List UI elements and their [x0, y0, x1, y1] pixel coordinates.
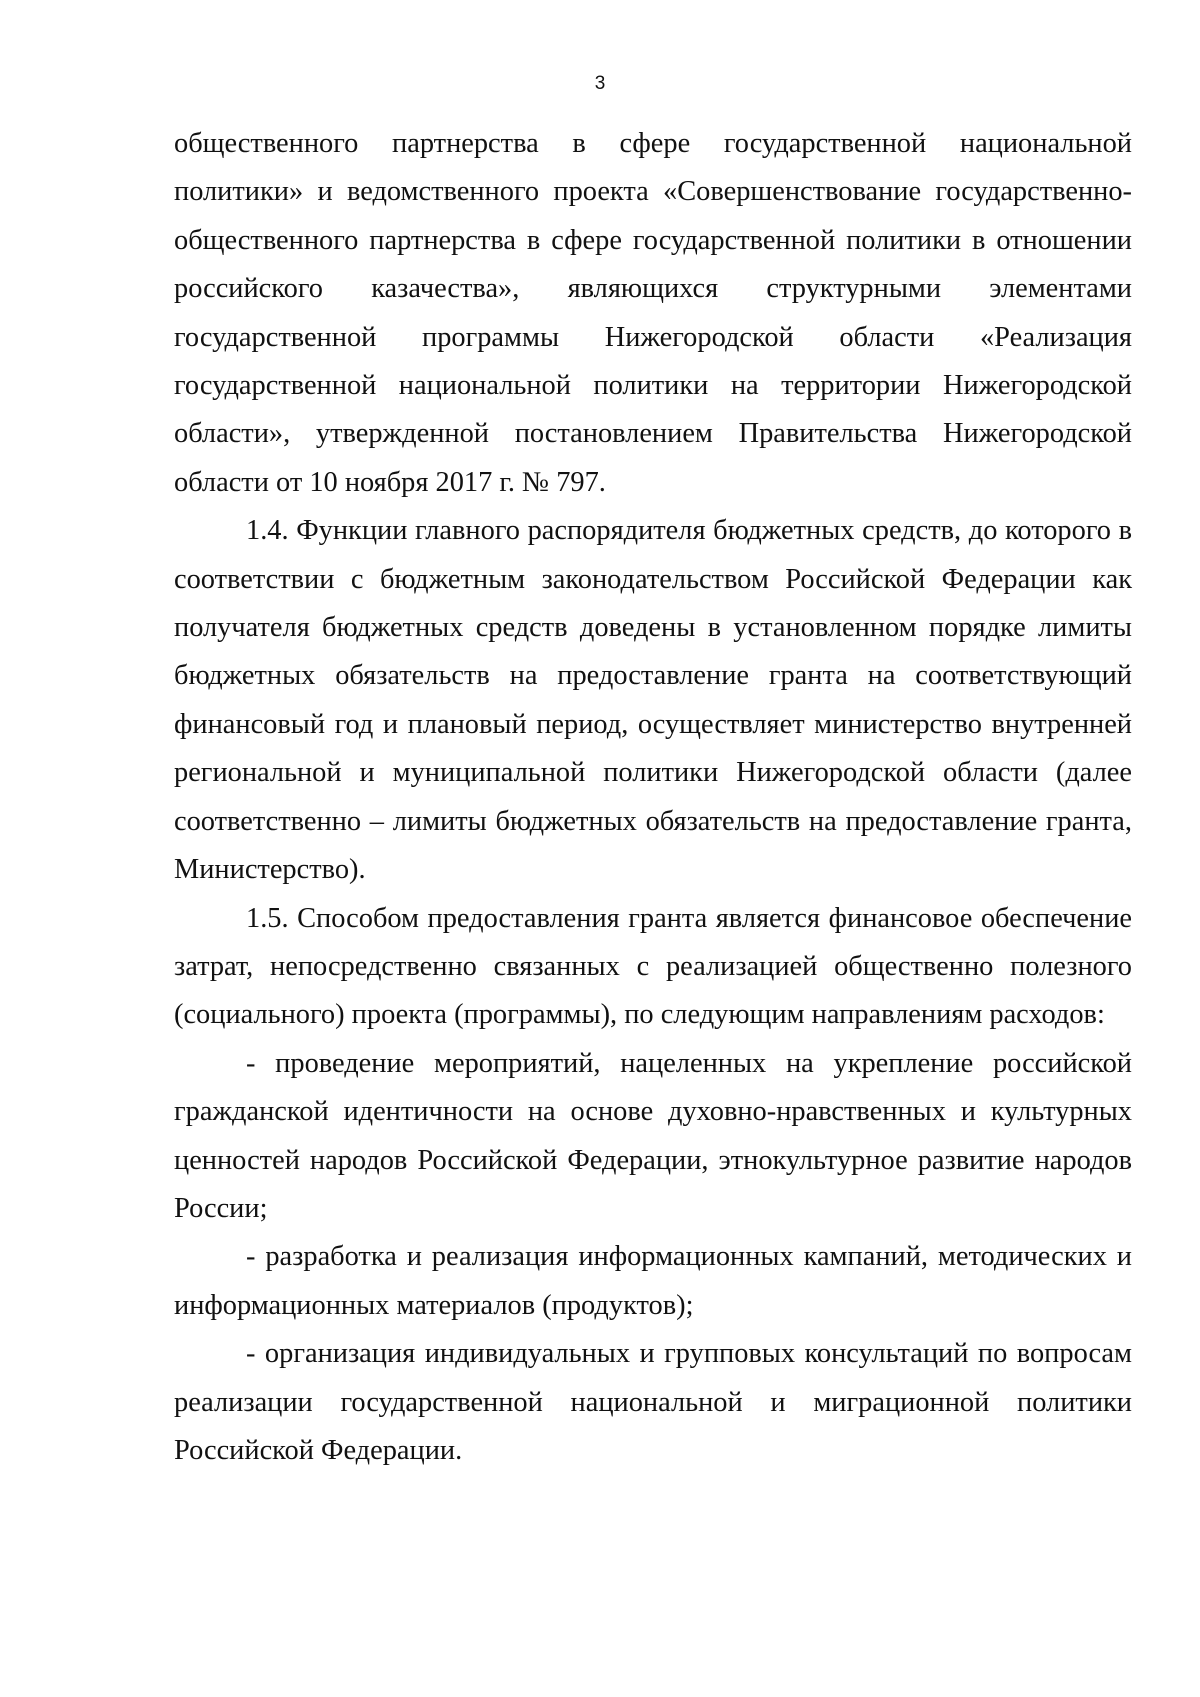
document-body [174, 120, 1132, 1475]
list-item-information-campaigns: - разработка и реализация информационных кампаний, методических и информационных материалов (продуктов); [174, 1241, 1132, 1321]
paragraph-1-5: 1.5. Способом предоставления гранта является финансовое обеспечение затрат, непосредственно связанных с реализацией общественно полезного (социального) проекта (программы), по следующим направлениям расходов: [174, 902, 1132, 1031]
paragraph-1-4: 1.4. Функции главного распорядителя бюджетных средств, до которого в соответствии с бюджетным законодательством Российской Федерации как получателя бюджетных средств доведены в установленном порядке лимиты бюджетных обязательств на предоставление гранта на соответствующий финансовый год и плановый период, осуществляет министерство внутренней региональной и муниципальной политики Нижегородской области (далее соответственно – лимиты бюджетных обязательств на предоставление гранта, Министерство). [174, 515, 1132, 886]
page-number: 3 [594, 73, 606, 94]
paragraph-continuation: общественного партнерства в сфере государственной национальной политики» и ведомственного проекта «Совершенствование государственно-общественного партнерства в сфере государственной политики в отношении российского казачества», являющихся структурными элементами государственной программы Нижегородской области «Реализация государственной национальной политики на территории Нижегородской области», утвержденной постановлением Правительства Нижегородской области от 10 ноября 2017 г. № 797. [174, 128, 1132, 498]
list-item-events: - проведение мероприятий, нацеленных на укрепление российской гражданской идентичности на основе духовно-нравственных и культурных ценностей народов Российской Федерации, этнокультурное развитие народов России; [174, 1047, 1132, 1224]
list-item-consultations: - организация индивидуальных и групповых консультаций по вопросам реализации государственной национальной и миграционной политики Российской Федерации. [174, 1338, 1132, 1466]
